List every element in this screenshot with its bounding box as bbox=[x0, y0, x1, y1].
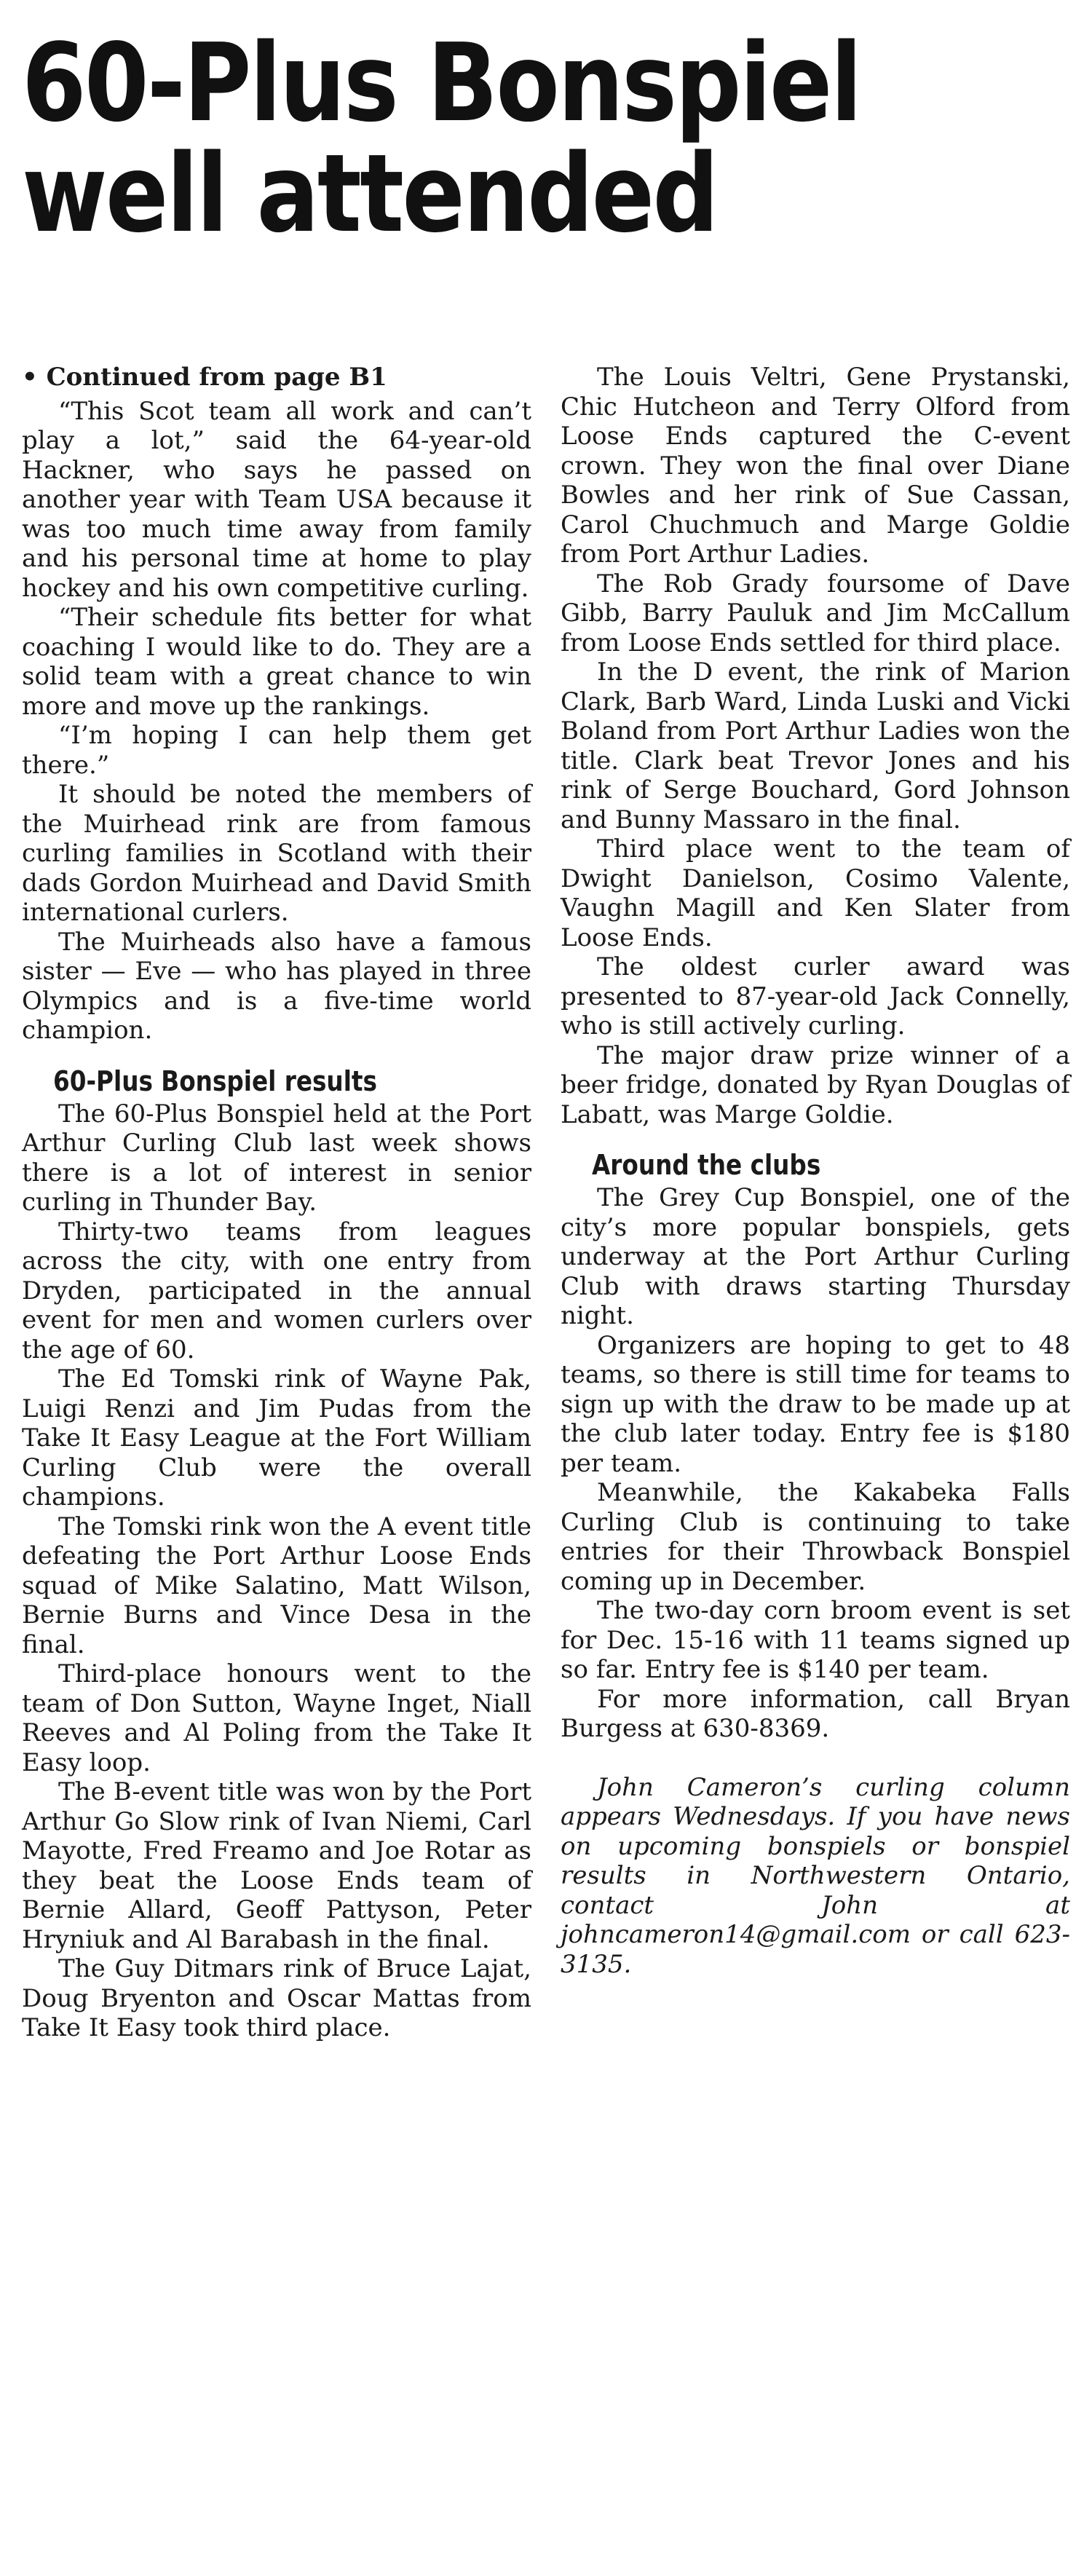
headline bbox=[22, 0, 923, 256]
paragraph: The two-day corn broom event is set for Dec. 15-16 with 11 teams signed up so far. Entry fee is $140 per team. bbox=[561, 1596, 1070, 1684]
paragraph: Meanwhile, the Kakabeka Falls Curling Club is continuing to take entries for their Throwback Bonspiel coming up in December. bbox=[561, 1478, 1070, 1596]
columnist-signature: John Cameron’s curling column appears Wednesdays. If you have news on upcoming bonspiels or bonspiel results in Northwestern Ontario, contact John at johncameron14@gmail.com or call 623-3135. bbox=[561, 1772, 1070, 1979]
paragraph: The Muirheads also have a famous sister — Eve — who has played in three Olympics and is a five-time world champion. bbox=[22, 927, 531, 1045]
paragraph: Third-place honours went to the team of Don Sutton, Wayne Inget, Niall Reeves and Al Poling from the Take It Easy loop. bbox=[22, 1659, 531, 1777]
right-column bbox=[561, 363, 1070, 2043]
paragraph: It should be noted the members of the Muirhead rink are from famous curling families in Scotland with their dads Gordon Muirhead and David Smith international curlers. bbox=[22, 780, 531, 927]
paragraph: The Louis Veltri, Gene Prystanski, Chic Hutcheon and Terry Olford from Loose Ends captured the C-event crown. They won the final over Diane Bowles and her rink of Sue Cassan, Carol Chuchmuch and Marge Goldie from Port Arthur Ladies. bbox=[561, 363, 1070, 569]
paragraph: The major draw prize winner of a beer fridge, donated by Ryan Douglas of Labatt, was Marge Goldie. bbox=[561, 1040, 1070, 1129]
article-columns bbox=[22, 363, 1070, 2043]
paragraph: The 60-Plus Bonspiel held at the Port Arthur Curling Club last week shows there is a lot of interest in senior curling in Thunder Bay. bbox=[22, 1099, 531, 1217]
paragraph: The Tomski rink won the A event title defeating the Port Arthur Loose Ends squad of Mike Salatino, Matt Wilson, Bernie Burns and Vince Desa in the final. bbox=[22, 1512, 531, 1659]
paragraph: The Grey Cup Bonspiel, one of the city’s more popular bonspiels, gets underway at the Port Arthur Curling Club with draws starting Thursday night. bbox=[561, 1183, 1070, 1330]
paragraph: For more information, call Bryan Burgess at 630-8369. bbox=[561, 1684, 1070, 1743]
paragraph: The Guy Ditmars rink of Bruce Lajat, Doug Bryenton and Oscar Mattas from Take It Easy took third place. bbox=[22, 1954, 531, 2042]
left-column bbox=[22, 363, 531, 2043]
paragraph: In the D event, the rink of Marion Clark, Barb Ward, Linda Luski and Vicki Boland from Port Arthur Ladies won the title. Clark beat Trevor Jones and his rink of Serge Bouchard, Gord Johnson and Bunny Massaro in the final. bbox=[561, 657, 1070, 834]
paragraph: “I’m hoping I can help them get there.” bbox=[22, 721, 531, 780]
headline-line-2: well attended bbox=[22, 131, 718, 256]
continued-from-note: • Continued from page B1 bbox=[22, 363, 387, 392]
paragraph: Third place went to the team of Dwight Danielson, Cosimo Valente, Vaughn Magill and Ken Slater from Loose Ends. bbox=[561, 834, 1070, 952]
subhead-around-the-clubs: Around the clubs bbox=[592, 1149, 821, 1181]
paragraph: The B-event title was won by the Port Arthur Go Slow rink of Ivan Niemi, Carl Mayotte, Fred Freamo and Joe Rotar as they beat the Loose Ends team of Bernie Allard, Geoff Pattyson, Peter Hryniuk and Al Barabash in the final. bbox=[22, 1777, 531, 1954]
paragraph: The Rob Grady foursome of Dave Gibb, Barry Pauluk and Jim McCallum from Loose Ends settled for third place. bbox=[561, 569, 1070, 657]
headline-line-1: 60-Plus Bonspiel bbox=[22, 20, 860, 146]
paragraph: Thirty-two teams from leagues across the city, with one entry from Dryden, participated in the annual event for men and women curlers over the age of 60. bbox=[22, 1217, 531, 1364]
paragraph: “Their schedule fits better for what coaching I would like to do. They are a solid team with a great chance to win more and move up the rankings. bbox=[22, 603, 531, 721]
paragraph: “This Scot team all work and can’t play a lot,” said the 64-year-old Hackner, who says he passed on another year with Team USA because it was too much time away from family and his personal time at home to play hockey and his own competitive curling. bbox=[22, 396, 531, 603]
paragraph: The oldest curler award was presented to 87-year-old Jack Connelly, who is still actively curling. bbox=[561, 952, 1070, 1040]
paragraph: The Ed Tomski rink of Wayne Pak, Luigi Renzi and Jim Pudas from the Take It Easy League at the Fort William Curling Club were the overall champions. bbox=[22, 1364, 531, 1512]
subhead-results: 60-Plus Bonspiel results bbox=[53, 1064, 377, 1097]
paragraph: Organizers are hoping to get to 48 teams, so there is still time for teams to sign up with the draw to be made up at the club later today. Entry fee is $180 per team. bbox=[561, 1330, 1070, 1478]
